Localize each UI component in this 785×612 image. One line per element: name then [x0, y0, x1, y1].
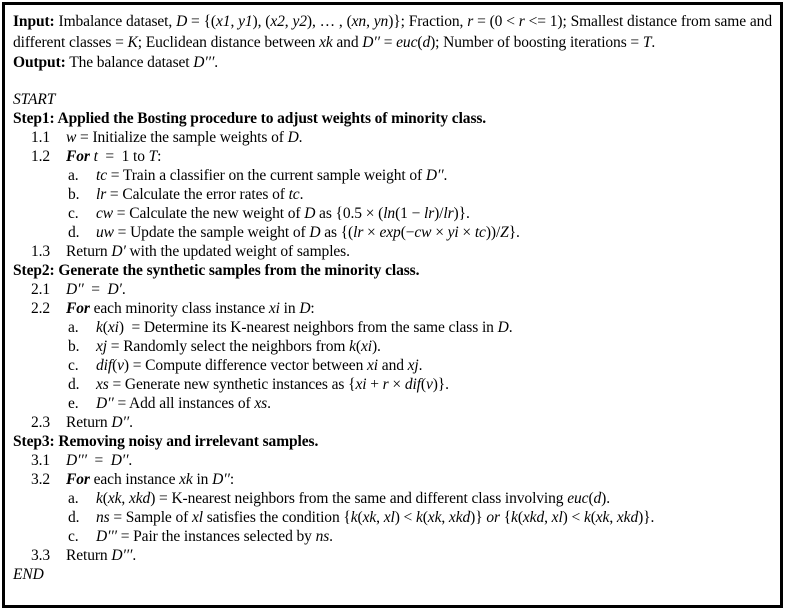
line-marker: c.	[68, 204, 79, 222]
text-segment: xkd	[616, 508, 639, 526]
text-segment: D′′	[96, 394, 114, 412]
text-segment: ns	[96, 508, 110, 526]
line-3-2a	[13, 489, 772, 508]
text-segment: = Calculate the new weight of	[113, 204, 305, 222]
text-segment: = Randomly select the neighbors from	[107, 337, 350, 355]
text-segment: xk	[179, 470, 193, 488]
text-segment: {	[499, 508, 512, 526]
text-segment: in	[279, 299, 300, 317]
text-segment: T	[148, 147, 158, 165]
text-segment: ))/	[485, 223, 501, 241]
text-segment: (	[422, 508, 428, 526]
line-2-2	[13, 299, 772, 318]
text-segment: ).	[601, 489, 610, 507]
text-segment: ), (	[252, 13, 271, 30]
text-segment: )}; Fraction,	[388, 13, 468, 30]
line-marker: 2.1	[31, 280, 51, 298]
text-segment: .	[129, 413, 133, 431]
line-marker: 3.2	[31, 470, 51, 488]
text-segment: xj	[96, 337, 107, 355]
text-segment: Return	[66, 413, 112, 431]
text-segment: yi	[447, 223, 459, 241]
text-segment: D	[304, 204, 316, 222]
line-marker: 1.1	[31, 128, 51, 146]
text-segment: r	[518, 13, 525, 30]
text-segment: r	[467, 13, 474, 30]
line-2-2c	[13, 356, 772, 375]
text-segment: K	[127, 33, 138, 51]
text-segment: xi	[268, 299, 280, 317]
line-marker: d.	[68, 375, 80, 393]
text-segment: = Initialize the sample weights of	[76, 128, 288, 146]
line-3-2c	[13, 527, 772, 546]
text-segment: ,	[366, 13, 374, 30]
line-3-1	[13, 451, 772, 470]
line-marker: a.	[68, 318, 79, 336]
text-segment: dif	[96, 356, 113, 374]
text-segment: (	[417, 33, 423, 51]
line-marker: 2.3	[31, 413, 51, 431]
text-segment: .	[418, 356, 423, 374]
line-marker: 3.3	[31, 546, 51, 564]
text-segment: .	[508, 318, 513, 336]
text-segment: w	[66, 128, 77, 146]
text-segment: D′′	[362, 33, 380, 51]
text-segment: .	[132, 546, 137, 564]
text-segment: =	[379, 33, 397, 51]
text-segment: k	[96, 318, 103, 336]
text-segment: (	[102, 318, 108, 336]
text-segment: D′′′	[111, 546, 133, 564]
text-segment: euc	[396, 33, 418, 51]
text-segment: = (0 <	[473, 13, 519, 30]
text-segment: Return	[66, 546, 112, 564]
text-segment: tc	[474, 223, 486, 241]
text-segment: ×	[363, 223, 380, 241]
text-segment: lr	[423, 204, 435, 222]
line-3-3	[13, 546, 772, 565]
text-segment: .	[121, 280, 126, 298]
text-segment: xkd	[448, 508, 471, 526]
text-segment: ,	[441, 508, 449, 526]
text-segment: Imbalance dataset,	[54, 13, 177, 30]
text-segment: tc	[288, 185, 300, 203]
text-segment: For	[66, 470, 90, 488]
text-segment: T	[642, 33, 652, 51]
line-marker: b.	[68, 337, 80, 355]
text-segment: and	[332, 33, 363, 51]
text-segment: as {0.5 × (	[315, 204, 384, 222]
text-segment: )/	[434, 204, 444, 222]
line-1-2a	[13, 166, 772, 185]
text-segment: .	[128, 451, 133, 469]
text-segment: ); Number of boosting iterations =	[430, 33, 643, 51]
text-segment: (	[420, 375, 426, 393]
text-segment: tc	[96, 166, 107, 184]
text-segment: ,	[284, 13, 293, 30]
text-segment: <= 1); Smallest distance from same and different classes =	[13, 13, 772, 51]
text-segment: :	[157, 147, 162, 165]
text-segment: =	[83, 280, 108, 298]
text-segment: x2	[270, 13, 285, 30]
algorithm-output-line	[13, 53, 772, 74]
text-segment: .	[443, 166, 448, 184]
text-segment: uw	[96, 223, 114, 241]
text-segment: D′′	[111, 413, 130, 431]
text-segment: )}.	[432, 375, 449, 393]
text-segment: D	[299, 299, 311, 317]
text-segment: cw	[96, 204, 114, 222]
text-segment: xj	[407, 356, 419, 374]
step1-heading	[13, 109, 772, 128]
text-segment: euc	[567, 489, 589, 507]
text-segment: D	[497, 318, 509, 336]
text-segment: ; Euclidean distance between	[137, 33, 320, 51]
text-segment: ×	[458, 223, 475, 241]
text-segment: D′	[111, 242, 126, 260]
text-segment: The balance dataset	[65, 54, 194, 71]
text-segment: xk	[595, 508, 610, 526]
text-segment: xs	[254, 394, 268, 412]
text-segment: xi	[367, 356, 379, 374]
step2-heading	[13, 261, 772, 280]
text-segment: :	[310, 299, 315, 317]
line-marker: d.	[68, 508, 80, 526]
text-segment: = Train a classifier on the current sample weight of	[107, 166, 426, 184]
text-segment: .	[329, 527, 333, 545]
text-segment: y2	[292, 13, 307, 30]
text-segment: .	[298, 128, 303, 146]
text-segment: D′′	[110, 451, 129, 469]
text-segment: .	[214, 54, 219, 71]
text-segment: lr	[443, 204, 454, 222]
text-segment: D′′′	[193, 54, 215, 71]
text-segment: D′′	[425, 166, 444, 184]
text-segment: )}.	[638, 508, 655, 526]
text-segment: For	[66, 299, 90, 317]
text-segment: D′	[107, 280, 122, 298]
text-segment: )}	[470, 508, 487, 526]
text-segment: Return	[66, 242, 112, 260]
text-segment: dif	[404, 375, 421, 393]
line-marker: c.	[68, 527, 79, 545]
text-segment: exp	[379, 223, 401, 241]
text-segment: ), … , (	[306, 13, 352, 30]
text-segment: lr	[96, 185, 107, 203]
line-3-2d	[13, 508, 772, 527]
text-segment: or	[486, 508, 500, 526]
text-segment: (	[517, 508, 523, 526]
step3-heading	[13, 432, 772, 451]
text-segment: D	[176, 13, 188, 30]
text-segment: xn	[351, 13, 367, 30]
end-label	[13, 565, 772, 584]
text-segment: xk	[362, 508, 377, 526]
text-segment: each minority class instance	[89, 299, 269, 317]
text-segment: ,	[609, 508, 617, 526]
text-segment: ) = Determine its K-nearest neighbors from the same class in	[118, 318, 498, 336]
text-segment: Output:	[13, 54, 66, 71]
line-marker: 1.2	[31, 147, 51, 165]
text-segment: and	[378, 356, 408, 374]
text-segment: = Generate new synthetic instances as {	[108, 375, 356, 393]
line-2-2a	[13, 318, 772, 337]
text-segment: xs	[96, 375, 109, 393]
text-segment: (	[102, 489, 108, 507]
text-segment: Step1: Applied the Bosting procedure to adjust weights of minority class.	[13, 109, 487, 127]
text-segment: k	[96, 489, 103, 507]
text-segment: END	[13, 565, 44, 583]
text-segment: with the updated weight of samples.	[125, 242, 350, 260]
line-marker: b.	[68, 185, 80, 203]
text-segment: = Update the sample weight of	[113, 223, 310, 241]
text-segment: xl	[383, 508, 395, 526]
text-segment: +	[366, 375, 383, 393]
text-segment: = Calculate the error rates of	[106, 185, 289, 203]
text-segment: xi	[107, 318, 119, 336]
text-segment: ) <	[394, 508, 416, 526]
text-segment: .	[651, 33, 656, 51]
text-segment: xk	[427, 508, 442, 526]
text-segment: (−	[400, 223, 415, 241]
line-marker: e.	[68, 394, 79, 412]
text-segment: Step2: Generate the synthetic samples from the minority class.	[13, 261, 420, 279]
text-segment: ×	[431, 223, 448, 241]
text-segment: ) = K-nearest neighbors from the same and different class involving	[150, 489, 568, 507]
text-segment: = Pair the instances selected by	[116, 527, 316, 545]
line-2-1	[13, 280, 772, 299]
line-1-3	[13, 242, 772, 261]
line-1-2	[13, 147, 772, 166]
text-segment: .	[267, 394, 271, 412]
text-segment: D′′	[66, 280, 84, 298]
text-segment: ).	[371, 337, 381, 355]
line-1-2d	[13, 223, 772, 242]
text-segment: in	[192, 470, 213, 488]
text-segment: (1 −	[395, 204, 424, 222]
text-segment: = Add all instances of	[113, 394, 255, 412]
line-marker: 2.2	[31, 299, 51, 317]
line-marker: a.	[68, 166, 79, 184]
text-segment: )}.	[453, 204, 470, 222]
line-marker: a.	[68, 489, 79, 507]
text-segment: satisfies the condition {	[202, 508, 351, 526]
text-segment: (	[355, 337, 361, 355]
text-segment: d	[422, 33, 431, 51]
text-segment: t	[93, 147, 98, 165]
text-segment: D′′	[212, 470, 230, 488]
text-segment: yn	[373, 13, 389, 30]
algorithm-box	[2, 2, 783, 608]
text-segment: ln	[383, 204, 396, 222]
text-segment: lr	[353, 223, 364, 241]
text-segment: xkd	[522, 508, 545, 526]
text-segment: xl	[191, 508, 203, 526]
text-segment: Input:	[13, 13, 55, 30]
line-2-3	[13, 413, 772, 432]
text-segment: }.	[508, 223, 520, 241]
text-segment: START	[13, 90, 56, 108]
text-segment: k	[415, 508, 423, 526]
line-2-2e	[13, 394, 772, 413]
text-segment: ,	[376, 508, 384, 526]
text-segment: xi	[355, 375, 367, 393]
text-segment: Step3: Removing noisy and irrelevant samples.	[13, 432, 319, 450]
text-segment: ,	[544, 508, 552, 526]
text-segment: (	[112, 356, 118, 374]
line-3-2	[13, 470, 772, 489]
text-segment: D	[309, 223, 321, 241]
text-segment: v	[425, 375, 433, 393]
text-segment: ×	[388, 375, 405, 393]
text-segment: :	[229, 470, 235, 488]
text-segment: d	[593, 489, 602, 507]
text-segment: = {(	[187, 13, 216, 30]
line-marker: d.	[68, 223, 80, 241]
text-segment: For	[66, 147, 94, 165]
text-segment: xl	[551, 508, 563, 526]
blank-line	[13, 74, 772, 90]
algorithm-body	[13, 90, 772, 584]
text-segment: = 1 to	[97, 147, 149, 165]
text-segment: ) <	[562, 508, 584, 526]
line-marker: c.	[68, 356, 79, 374]
text-segment: cw	[414, 223, 432, 241]
line-marker: 1.3	[31, 242, 51, 260]
text-segment: r	[382, 375, 389, 393]
text-segment: Z	[500, 223, 509, 241]
text-segment: = Sample of	[109, 508, 192, 526]
text-segment: k	[349, 337, 356, 355]
text-segment: each instance	[89, 470, 180, 488]
text-segment: =	[86, 451, 111, 469]
text-segment: .	[299, 185, 304, 203]
line-marker: 3.1	[31, 451, 51, 469]
text-segment: as {(	[320, 223, 354, 241]
line-2-2d	[13, 375, 772, 394]
text-segment: k	[583, 508, 591, 526]
text-segment: ,	[230, 13, 239, 30]
line-1-2b	[13, 185, 772, 204]
start-label	[13, 90, 772, 109]
text-segment: x1	[216, 13, 231, 30]
line-1-1	[13, 128, 772, 147]
text-segment: v	[117, 356, 124, 374]
text-segment: D	[287, 128, 299, 146]
text-segment: (	[590, 508, 596, 526]
text-segment: ns	[315, 527, 330, 545]
text-segment: xk	[319, 33, 333, 51]
line-2-2b	[13, 337, 772, 356]
text-segment: (	[588, 489, 594, 507]
text-segment: xkd	[128, 489, 151, 507]
text-segment: xi	[360, 337, 372, 355]
text-segment: xk	[107, 489, 122, 507]
text-segment: k	[511, 508, 518, 526]
text-segment: (	[357, 508, 363, 526]
text-segment: ) = Compute difference vector between	[123, 356, 368, 374]
algorithm-input-line	[13, 12, 772, 53]
text-segment: ,	[121, 489, 129, 507]
line-1-2c	[13, 204, 772, 223]
text-segment: D′′′	[96, 527, 117, 545]
text-segment: y1	[238, 13, 253, 30]
text-segment: D′′′	[66, 451, 87, 469]
text-segment: k	[350, 508, 358, 526]
